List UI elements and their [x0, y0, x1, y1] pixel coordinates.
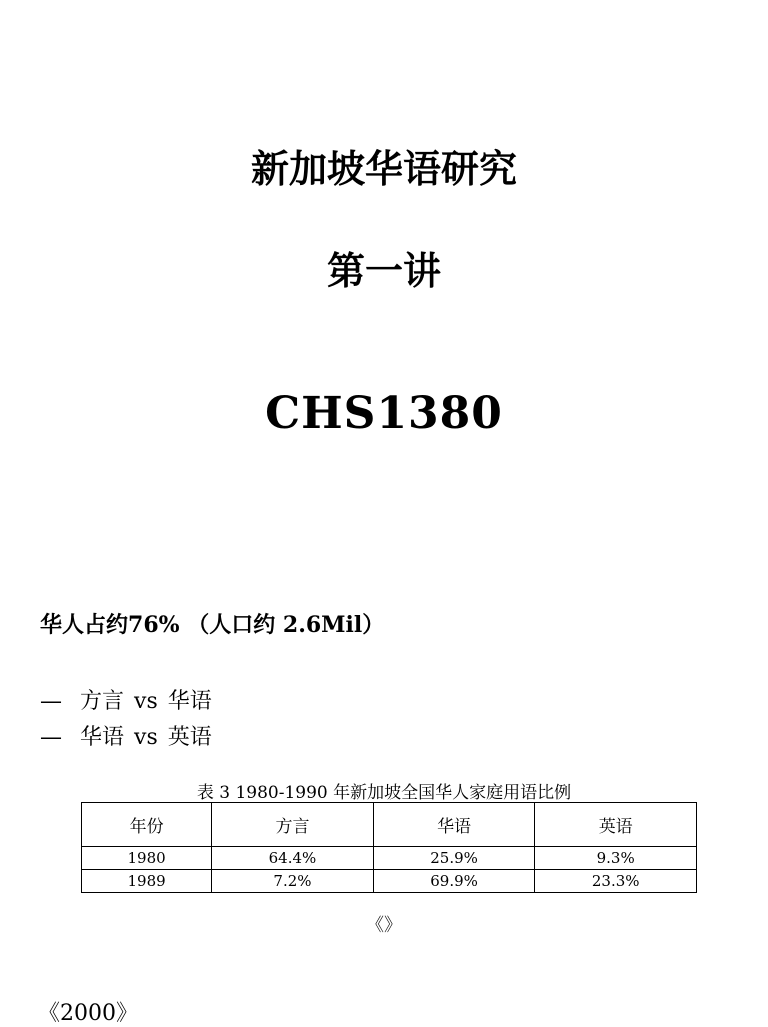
- dash-bullet: —: [40, 725, 62, 750]
- page-subtitle: 第一讲: [326, 248, 441, 293]
- contrast-right: 英语: [167, 725, 212, 750]
- table-header-row: [82, 803, 697, 847]
- table-source: 《》: [366, 915, 402, 936]
- footer-reference: 《2000》: [38, 1001, 138, 1026]
- dash-bullet: —: [40, 689, 62, 714]
- cell-year: 1989: [82, 870, 212, 893]
- stat-middle: （人口约: [187, 612, 276, 638]
- language-usage-table: [81, 802, 697, 893]
- course-code: CHS1380: [265, 388, 503, 439]
- contrast-line: [40, 720, 212, 751]
- cell-mandarin: 69.9%: [373, 870, 535, 893]
- stat-prefix: 华人占约: [40, 612, 129, 638]
- cell-dialect: 64.4%: [212, 847, 374, 870]
- stat-suffix: ）: [362, 612, 385, 638]
- cell-year: 1980: [82, 847, 212, 870]
- header-year: 年份: [82, 803, 212, 847]
- cell-dialect: 7.2%: [212, 870, 374, 893]
- contrast-right: 华语: [167, 689, 212, 714]
- contrast-vs: vs: [134, 725, 158, 750]
- header-dialect: 方言: [212, 803, 374, 847]
- contrast-line: [40, 684, 212, 715]
- header-mandarin: 华语: [373, 803, 535, 847]
- stat-percent: 76%: [128, 612, 180, 638]
- population-stat: [40, 608, 384, 639]
- table-row: [82, 847, 697, 870]
- stat-population: 2.6Mil: [282, 612, 363, 638]
- cell-english: 23.3%: [535, 870, 697, 893]
- page-title: 新加坡华语研究: [250, 146, 517, 191]
- table-row: [82, 870, 697, 893]
- cell-mandarin: 25.9%: [373, 847, 535, 870]
- contrast-vs: vs: [134, 689, 158, 714]
- cell-english: 9.3%: [535, 847, 697, 870]
- header-english: 英语: [535, 803, 697, 847]
- table-caption: 表 3 1980-1990 年新加坡全国华人家庭用语比例: [196, 783, 572, 803]
- contrast-left: 方言: [80, 689, 125, 714]
- contrast-left: 华语: [80, 725, 125, 750]
